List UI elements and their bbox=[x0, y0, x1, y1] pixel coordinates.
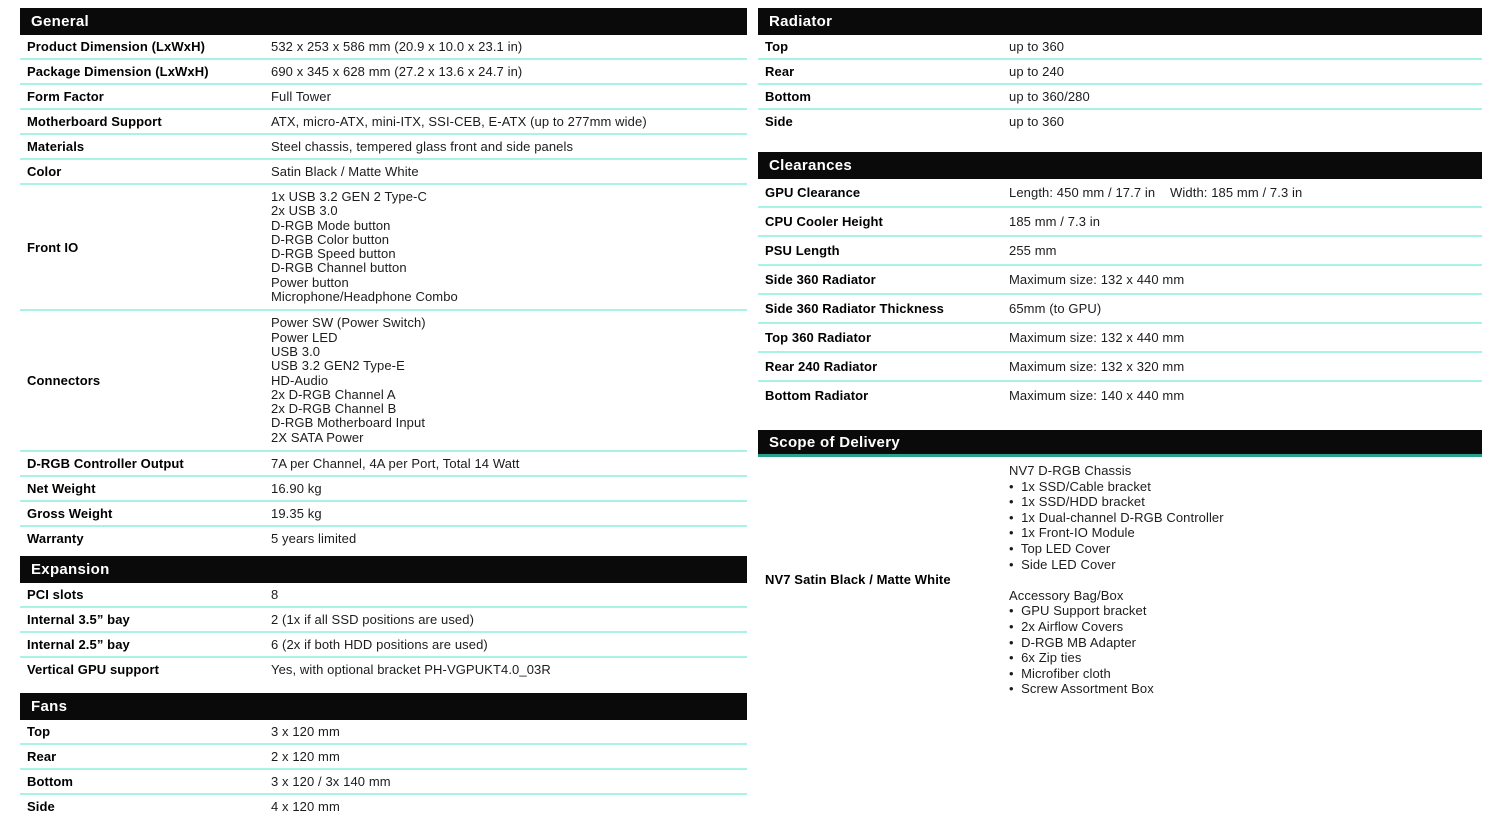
value-line: Power SW (Power Switch) bbox=[271, 315, 426, 331]
list-item: • 6x Zip ties bbox=[1009, 650, 1082, 666]
spec-value: 690 x 345 x 628 mm (27.2 x 13.6 x 24.7 in) bbox=[271, 64, 523, 79]
value-line: 2X SATA Power bbox=[271, 429, 364, 445]
section-expansion bbox=[20, 556, 747, 681]
spec-label: Side bbox=[765, 114, 793, 129]
spec-row bbox=[758, 295, 1482, 324]
spec-value: up to 240 bbox=[1009, 64, 1065, 79]
spec-column-right bbox=[758, 8, 1482, 697]
spec-label: Warranty bbox=[27, 531, 84, 547]
spec-value: 3 x 120 mm bbox=[271, 724, 340, 740]
section-header-bar bbox=[20, 556, 747, 583]
spec-value: 532 x 253 x 586 mm (20.9 x 10.0 x 23.1 in) bbox=[271, 39, 523, 54]
spec-label: Rear bbox=[27, 749, 57, 765]
spec-label: Gross Weight bbox=[27, 506, 113, 522]
spec-value bbox=[1009, 463, 1482, 697]
spec-value: 2 (1x if all SSD positions are used) bbox=[271, 612, 475, 628]
list-item: • 1x SSD/Cable bracket bbox=[1009, 478, 1151, 494]
section-header-bar bbox=[20, 8, 747, 35]
spec-label: PSU Length bbox=[765, 243, 840, 258]
section-radiator bbox=[758, 8, 1482, 133]
section-title: Clearances bbox=[769, 157, 853, 174]
spec-label: D-RGB Controller Output bbox=[27, 456, 184, 472]
spec-value bbox=[271, 316, 747, 445]
spec-row bbox=[758, 179, 1482, 208]
value-line: Accessory Bag/Box bbox=[1009, 587, 1124, 603]
value-line: D-RGB Channel button bbox=[271, 260, 407, 276]
spec-label: Top 360 Radiator bbox=[765, 330, 872, 345]
spec-column-left bbox=[20, 8, 747, 818]
value-line: NV7 D-RGB Chassis bbox=[1009, 463, 1132, 478]
spec-value: 185 mm / 7.3 in bbox=[1009, 214, 1101, 229]
spec-label: GPU Clearance bbox=[765, 185, 861, 200]
spec-label: Form Factor bbox=[27, 89, 104, 104]
spec-value: 6 (2x if both HDD positions are used) bbox=[271, 637, 488, 653]
value-line: HD-Audio bbox=[271, 372, 329, 388]
spec-row bbox=[758, 35, 1482, 60]
section-header-bar bbox=[20, 693, 747, 720]
spec-value: Length: 450 mm / 17.7 in Width: 185 mm / 7.3 in bbox=[1009, 185, 1303, 200]
spec-row bbox=[758, 382, 1482, 409]
spec-label: Product Dimension (LxWxH) bbox=[27, 39, 206, 54]
list-item: • D-RGB MB Adapter bbox=[1009, 634, 1137, 650]
spec-label: Internal 3.5” bay bbox=[27, 612, 130, 628]
spec-label: Bottom bbox=[765, 89, 812, 104]
spec-value: Maximum size: 140 x 440 mm bbox=[1009, 388, 1185, 403]
list-item: • 1x Front-IO Module bbox=[1009, 525, 1135, 541]
spec-row bbox=[20, 633, 747, 658]
value-line: D-RGB Motherboard Input bbox=[271, 415, 426, 431]
section-title: Expansion bbox=[31, 561, 110, 579]
spec-value: Yes, with optional bracket PH-VGPUKT4.0_03R bbox=[271, 662, 551, 678]
spec-row bbox=[20, 160, 747, 185]
spec-row bbox=[20, 110, 747, 135]
section-general bbox=[20, 8, 747, 550]
list-item: • Screw Assortment Box bbox=[1009, 681, 1154, 697]
value-line: D-RGB Mode button bbox=[271, 217, 391, 233]
spec-value: 16.90 kg bbox=[271, 481, 322, 497]
section-title: General bbox=[31, 13, 89, 30]
spec-row bbox=[20, 720, 747, 745]
spec-label: Materials bbox=[27, 139, 85, 154]
spec-row bbox=[20, 745, 747, 770]
spec-label: NV7 Satin Black / Matte White bbox=[765, 572, 951, 588]
spec-value: Maximum size: 132 x 440 mm bbox=[1009, 330, 1185, 345]
section-title: Fans bbox=[31, 698, 68, 716]
spec-label: Connectors bbox=[27, 373, 101, 389]
spec-row bbox=[20, 135, 747, 160]
section-title: Radiator bbox=[769, 13, 833, 30]
spec-row bbox=[758, 110, 1482, 133]
spec-value: 4 x 120 mm bbox=[271, 799, 340, 815]
value-line: Microphone/Headphone Combo bbox=[271, 289, 458, 305]
spec-value: 2 x 120 mm bbox=[271, 749, 340, 765]
spec-label: Rear 240 Radiator bbox=[765, 359, 878, 374]
spec-label: Side 360 Radiator bbox=[765, 272, 876, 287]
spec-row bbox=[20, 60, 747, 85]
spec-row bbox=[758, 208, 1482, 237]
spec-row bbox=[20, 85, 747, 110]
spec-label: Internal 2.5” bay bbox=[27, 637, 130, 653]
spec-row bbox=[20, 658, 747, 681]
spec-row bbox=[758, 266, 1482, 295]
spec-row bbox=[20, 452, 747, 477]
value-line: Power button bbox=[271, 274, 349, 290]
section-header-bar bbox=[758, 152, 1482, 179]
spec-value: 3 x 120 / 3x 140 mm bbox=[271, 774, 391, 790]
spec-row bbox=[20, 527, 747, 550]
spec-label: Package Dimension (LxWxH) bbox=[27, 64, 209, 79]
value-line: D-RGB Color button bbox=[271, 231, 390, 247]
list-item: • Side LED Cover bbox=[1009, 556, 1116, 572]
spec-row bbox=[20, 35, 747, 60]
spec-value: Maximum size: 132 x 320 mm bbox=[1009, 359, 1185, 374]
spec-label: CPU Cooler Height bbox=[765, 214, 883, 229]
list-item: • 1x Dual-channel D-RGB Controller bbox=[1009, 509, 1224, 525]
spec-value: 5 years limited bbox=[271, 531, 357, 547]
value-line: D-RGB Speed button bbox=[271, 246, 396, 262]
spec-row bbox=[20, 185, 747, 311]
spec-value: Maximum size: 132 x 440 mm bbox=[1009, 272, 1185, 287]
spec-label: Side 360 Radiator Thickness bbox=[765, 301, 944, 316]
spec-value: Satin Black / Matte White bbox=[271, 164, 419, 179]
spec-row bbox=[20, 608, 747, 633]
value-line: Power LED bbox=[271, 329, 338, 345]
spec-value bbox=[271, 190, 747, 304]
spec-label: Top bbox=[765, 39, 789, 54]
spec-label: Side bbox=[27, 799, 55, 815]
value-line: USB 3.2 GEN2 Type-E bbox=[271, 358, 405, 374]
spec-label: Front IO bbox=[27, 239, 79, 255]
section-clearances bbox=[758, 152, 1482, 409]
spec-label: Color bbox=[27, 164, 62, 179]
spec-row bbox=[758, 324, 1482, 353]
list-item: • GPU Support bracket bbox=[1009, 603, 1147, 619]
spec-label: PCI slots bbox=[27, 587, 84, 603]
list-item: • 2x Airflow Covers bbox=[1009, 618, 1124, 634]
spec-row bbox=[758, 457, 1482, 697]
spec-row bbox=[20, 795, 747, 818]
spec-row bbox=[758, 85, 1482, 110]
spec-row bbox=[20, 770, 747, 795]
spec-row bbox=[20, 311, 747, 452]
value-line: USB 3.0 bbox=[271, 343, 321, 359]
spec-row bbox=[20, 502, 747, 527]
spec-row bbox=[758, 353, 1482, 382]
spec-value: 8 bbox=[271, 587, 279, 603]
spec-label: Net Weight bbox=[27, 481, 96, 497]
section-scope-of-delivery bbox=[758, 430, 1482, 697]
list-item: • Top LED Cover bbox=[1009, 540, 1111, 556]
list-item: • Microfiber cloth bbox=[1009, 665, 1111, 681]
spec-row bbox=[758, 60, 1482, 85]
spec-value: 255 mm bbox=[1009, 243, 1057, 258]
spec-value: ATX, micro-ATX, mini-ITX, SSI-CEB, E-ATX (up to 277mm wide) bbox=[271, 114, 647, 129]
spec-value: 65mm (to GPU) bbox=[1009, 301, 1102, 316]
spec-label: Bottom Radiator bbox=[765, 388, 869, 403]
blank-line bbox=[1009, 572, 1476, 588]
spec-value: Full Tower bbox=[271, 89, 332, 104]
section-title: Scope of Delivery bbox=[769, 433, 900, 451]
spec-value: up to 360/280 bbox=[1009, 89, 1090, 104]
spec-value: 7A per Channel, 4A per Port, Total 14 Watt bbox=[271, 456, 520, 472]
spec-row bbox=[20, 477, 747, 502]
spec-label: Motherboard Support bbox=[27, 114, 162, 129]
value-line: 1x USB 3.2 GEN 2 Type-C bbox=[271, 189, 427, 204]
value-line: 2x USB 3.0 bbox=[271, 203, 338, 219]
spec-label: Top bbox=[27, 724, 51, 740]
spec-value: Steel chassis, tempered glass front and side panels bbox=[271, 139, 574, 154]
spec-row bbox=[758, 237, 1482, 266]
value-line: 2x D-RGB Channel A bbox=[271, 386, 396, 402]
spec-label: Vertical GPU support bbox=[27, 662, 160, 678]
spec-label: Rear bbox=[765, 64, 795, 79]
spec-value: 19.35 kg bbox=[271, 506, 322, 522]
value-line: 2x D-RGB Channel B bbox=[271, 401, 397, 417]
spec-value: up to 360 bbox=[1009, 114, 1065, 129]
spec-value: up to 360 bbox=[1009, 39, 1065, 54]
spec-row bbox=[20, 583, 747, 608]
section-header-bar bbox=[758, 8, 1482, 35]
list-item: • 1x SSD/HDD bracket bbox=[1009, 494, 1145, 510]
spec-label: Bottom bbox=[27, 774, 74, 790]
section-fans bbox=[20, 693, 747, 818]
section-header-bar bbox=[758, 430, 1482, 457]
